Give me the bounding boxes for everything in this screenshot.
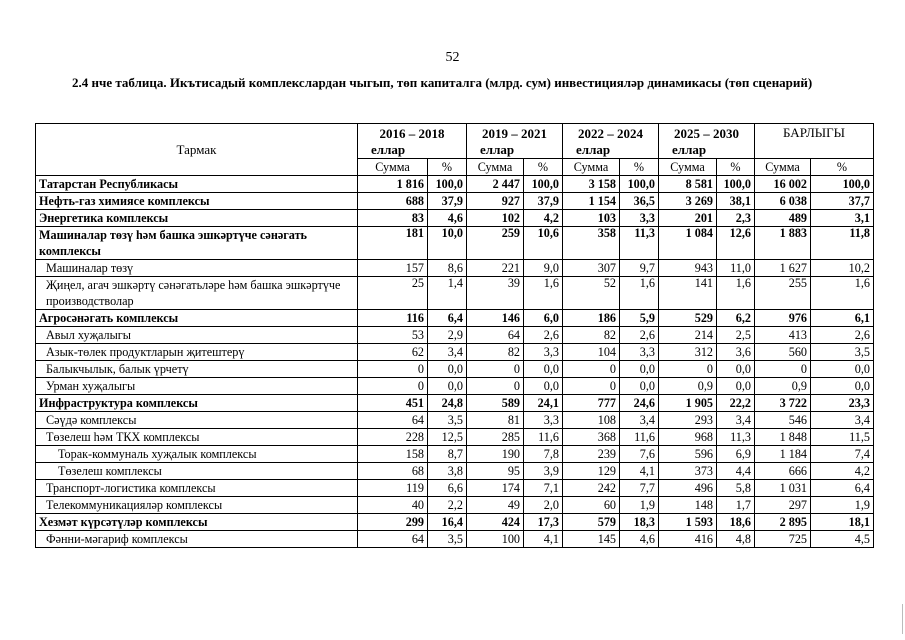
total-header: БАРЛЫГЫ: [755, 124, 874, 159]
percent-cell: 4,8: [717, 531, 755, 548]
table-row: [36, 361, 874, 378]
sum-cell: 725: [755, 531, 811, 548]
percent-cell: 24,8: [428, 395, 467, 412]
percent-cell: 10,2: [811, 260, 874, 277]
percent-cell: 2,6: [524, 327, 563, 344]
row-label: Машиналар төзү һәм башка эшкәртүче сәнәгать комплексы: [36, 227, 358, 260]
table-row: [36, 327, 874, 344]
table-row: [36, 310, 874, 327]
percent-cell: 6,6: [428, 480, 467, 497]
percent-cell: 2,3: [717, 210, 755, 227]
percent-cell: 100,0: [811, 176, 874, 193]
sum-cell: 299: [358, 514, 428, 531]
percent-cell: 100,0: [717, 176, 755, 193]
percent-cell: 12,5: [428, 429, 467, 446]
sum-cell: 1 154: [563, 193, 620, 210]
sum-cell: 181: [358, 227, 428, 260]
percent-cell: 36,5: [620, 193, 659, 210]
row-label: Агросәнәгать комплексы: [36, 310, 358, 327]
percent-cell: 11,0: [717, 260, 755, 277]
percent-cell: 1,7: [717, 497, 755, 514]
sum-cell: 145: [563, 531, 620, 548]
table-row: [36, 531, 874, 548]
percent-cell: 6,9: [717, 446, 755, 463]
sum-cell: 64: [358, 412, 428, 429]
sum-cell: 83: [358, 210, 428, 227]
percent-cell: 100,0: [524, 176, 563, 193]
percent-cell: 8,7: [428, 446, 467, 463]
percent-cell: 3,3: [620, 210, 659, 227]
sum-cell: 52: [563, 277, 620, 310]
percent-cell: 1,6: [717, 277, 755, 310]
sum-cell: 496: [659, 480, 717, 497]
percent-cell: 1,6: [524, 277, 563, 310]
sum-cell: 1 031: [755, 480, 811, 497]
row-label: Торак-коммуналь хуҗалык комплексы: [36, 446, 358, 463]
sum-cell: 214: [659, 327, 717, 344]
sum-cell: 560: [755, 344, 811, 361]
sum-cell: 62: [358, 344, 428, 361]
sum-cell: 228: [358, 429, 428, 446]
percent-cell: 4,5: [811, 531, 874, 548]
table-row: [36, 395, 874, 412]
percent-cell: 0,0: [428, 378, 467, 395]
row-label: Фәнни-мәгариф комплексы: [36, 531, 358, 548]
table-row: [36, 480, 874, 497]
sum-cell: 0,9: [755, 378, 811, 395]
sum-column-header: Сумма: [659, 159, 717, 176]
sum-cell: 368: [563, 429, 620, 446]
percent-cell: 0,0: [811, 378, 874, 395]
percent-cell: 0,0: [811, 361, 874, 378]
sum-cell: 293: [659, 412, 717, 429]
percent-cell: 2,5: [717, 327, 755, 344]
sum-cell: 589: [467, 395, 524, 412]
sum-cell: 102: [467, 210, 524, 227]
sum-cell: 0: [755, 361, 811, 378]
percent-cell: 2,6: [620, 327, 659, 344]
percent-cell: 3,5: [428, 412, 467, 429]
sum-cell: 148: [659, 497, 717, 514]
sum-cell: 103: [563, 210, 620, 227]
percent-column-header: %: [524, 159, 563, 176]
percent-cell: 11,8: [811, 227, 874, 260]
percent-cell: 0,0: [524, 378, 563, 395]
table-caption: 2.4 нче таблица. Икътисадый комплекслардан чыгып, төп капиталга (млрд. сум) инвестицияләр динамикасы (төп сценарий): [72, 75, 813, 90]
sum-cell: 82: [563, 327, 620, 344]
sum-cell: 1 084: [659, 227, 717, 260]
table-row: [36, 210, 874, 227]
sum-cell: 0: [358, 378, 428, 395]
sum-cell: 416: [659, 531, 717, 548]
sum-cell: 297: [755, 497, 811, 514]
sum-cell: 413: [755, 327, 811, 344]
sum-cell: 190: [467, 446, 524, 463]
sum-cell: 666: [755, 463, 811, 480]
percent-cell: 1,6: [620, 277, 659, 310]
sum-cell: 100: [467, 531, 524, 548]
percent-cell: 11,6: [620, 429, 659, 446]
percent-cell: 4,2: [524, 210, 563, 227]
sum-cell: 3 158: [563, 176, 620, 193]
percent-cell: 3,5: [428, 531, 467, 548]
sum-cell: 1 593: [659, 514, 717, 531]
percent-cell: 3,3: [524, 412, 563, 429]
row-label: Инфраструктура комплексы: [36, 395, 358, 412]
percent-cell: 37,9: [428, 193, 467, 210]
investment-table: [35, 123, 874, 548]
sum-cell: 64: [358, 531, 428, 548]
sum-cell: 255: [755, 277, 811, 310]
row-label: Җиңел, агач эшкәртү сәнәгатьләре һәм башка эшкәртүче производстволар: [36, 277, 358, 310]
sum-cell: 108: [563, 412, 620, 429]
percent-cell: 6,4: [428, 310, 467, 327]
sum-cell: 25: [358, 277, 428, 310]
sum-cell: 927: [467, 193, 524, 210]
percent-cell: 5,9: [620, 310, 659, 327]
percent-cell: 37,7: [811, 193, 874, 210]
table-row: [36, 193, 874, 210]
percent-cell: 1,9: [811, 497, 874, 514]
percent-cell: 11,6: [524, 429, 563, 446]
percent-cell: 7,8: [524, 446, 563, 463]
percent-cell: 4,6: [620, 531, 659, 548]
sum-cell: 312: [659, 344, 717, 361]
percent-cell: 0,0: [717, 361, 755, 378]
branch-header: Тармак: [36, 124, 358, 176]
period-header: 2022 – 2024 еллар: [563, 124, 659, 159]
table-row: [36, 260, 874, 277]
table-row: [36, 227, 874, 260]
sum-cell: 1 883: [755, 227, 811, 260]
row-label: Балыкчылык, балык үрчетү: [36, 361, 358, 378]
sum-cell: 81: [467, 412, 524, 429]
sum-cell: 68: [358, 463, 428, 480]
sum-cell: 82: [467, 344, 524, 361]
sum-cell: 0: [563, 361, 620, 378]
percent-cell: 3,4: [717, 412, 755, 429]
sum-column-header: Сумма: [755, 159, 811, 176]
sum-cell: 186: [563, 310, 620, 327]
scan-edge-mark: [902, 604, 903, 634]
percent-cell: 22,2: [717, 395, 755, 412]
sum-cell: 1 184: [755, 446, 811, 463]
sum-column-header: Сумма: [467, 159, 524, 176]
row-label: Татарстан Республикасы: [36, 176, 358, 193]
row-label: Сәүдә комплексы: [36, 412, 358, 429]
percent-cell: 0,0: [620, 378, 659, 395]
sum-cell: 777: [563, 395, 620, 412]
percent-cell: 3,1: [811, 210, 874, 227]
percent-cell: 11,5: [811, 429, 874, 446]
sum-cell: 1 848: [755, 429, 811, 446]
sum-cell: 201: [659, 210, 717, 227]
sum-cell: 489: [755, 210, 811, 227]
percent-cell: 4,6: [428, 210, 467, 227]
sum-cell: 1 627: [755, 260, 811, 277]
sum-column-header: Сумма: [563, 159, 620, 176]
sum-cell: 104: [563, 344, 620, 361]
sum-cell: 6 038: [755, 193, 811, 210]
row-label: Энергетика комплексы: [36, 210, 358, 227]
sum-cell: 0,9: [659, 378, 717, 395]
sum-cell: 158: [358, 446, 428, 463]
percent-cell: 1,9: [620, 497, 659, 514]
sum-cell: 64: [467, 327, 524, 344]
sum-cell: 53: [358, 327, 428, 344]
percent-cell: 3,4: [811, 412, 874, 429]
table-row: [36, 497, 874, 514]
row-label: Төзелеш һәм ТКХ комплексы: [36, 429, 358, 446]
sum-cell: 95: [467, 463, 524, 480]
sum-cell: 39: [467, 277, 524, 310]
sum-cell: 8 581: [659, 176, 717, 193]
page-number: 52: [445, 50, 460, 65]
percent-cell: 6,1: [811, 310, 874, 327]
percent-cell: 6,4: [811, 480, 874, 497]
percent-cell: 9,7: [620, 260, 659, 277]
row-label: Телекоммуникацияләр комплексы: [36, 497, 358, 514]
sum-cell: 239: [563, 446, 620, 463]
table-row: [36, 176, 874, 193]
table-row: [36, 277, 874, 310]
percent-cell: 18,3: [620, 514, 659, 531]
percent-cell: 9,0: [524, 260, 563, 277]
percent-cell: 0,0: [620, 361, 659, 378]
percent-column-header: %: [428, 159, 467, 176]
percent-column-header: %: [811, 159, 874, 176]
row-label: Төзелеш комплексы: [36, 463, 358, 480]
sum-cell: 49: [467, 497, 524, 514]
percent-cell: 3,9: [524, 463, 563, 480]
percent-cell: 10,6: [524, 227, 563, 260]
table-row: [36, 412, 874, 429]
sum-cell: 1 816: [358, 176, 428, 193]
row-label: Транспорт-логистика комплексы: [36, 480, 358, 497]
sum-cell: 0: [358, 361, 428, 378]
percent-cell: 18,1: [811, 514, 874, 531]
sum-cell: 1 905: [659, 395, 717, 412]
percent-cell: 2,0: [524, 497, 563, 514]
percent-cell: 4,2: [811, 463, 874, 480]
percent-cell: 18,6: [717, 514, 755, 531]
row-label: Урман хуҗалыгы: [36, 378, 358, 395]
percent-cell: 10,0: [428, 227, 467, 260]
sum-cell: 529: [659, 310, 717, 327]
percent-cell: 11,3: [717, 429, 755, 446]
sum-cell: 242: [563, 480, 620, 497]
percent-cell: 24,1: [524, 395, 563, 412]
percent-cell: 17,3: [524, 514, 563, 531]
percent-cell: 3,3: [524, 344, 563, 361]
percent-cell: 38,1: [717, 193, 755, 210]
percent-cell: 3,8: [428, 463, 467, 480]
sum-cell: 968: [659, 429, 717, 446]
row-label: Нефть-газ химиясе комплексы: [36, 193, 358, 210]
row-label: Машиналар төзү: [36, 260, 358, 277]
table-row: [36, 378, 874, 395]
percent-cell: 1,6: [811, 277, 874, 310]
percent-cell: 4,4: [717, 463, 755, 480]
period-header: 2019 – 2021 еллар: [467, 124, 563, 159]
sum-cell: 2 447: [467, 176, 524, 193]
percent-cell: 5,8: [717, 480, 755, 497]
sum-cell: 3 269: [659, 193, 717, 210]
period-header: 2025 – 2030 еллар: [659, 124, 755, 159]
percent-cell: 3,4: [428, 344, 467, 361]
sum-cell: 40: [358, 497, 428, 514]
sum-cell: 285: [467, 429, 524, 446]
sum-cell: 16 002: [755, 176, 811, 193]
percent-cell: 2,2: [428, 497, 467, 514]
percent-cell: 2,9: [428, 327, 467, 344]
sum-cell: 2 895: [755, 514, 811, 531]
percent-cell: 16,4: [428, 514, 467, 531]
sum-cell: 174: [467, 480, 524, 497]
percent-cell: 3,3: [620, 344, 659, 361]
percent-cell: 6,0: [524, 310, 563, 327]
table-row: [36, 429, 874, 446]
table-body: [36, 176, 874, 548]
percent-cell: 4,1: [620, 463, 659, 480]
row-label: Хезмәт күрсәтүләр комплексы: [36, 514, 358, 531]
percent-cell: 0,0: [428, 361, 467, 378]
row-label: Азык-төлек продуктларын җитештерү: [36, 344, 358, 361]
percent-cell: 7,1: [524, 480, 563, 497]
percent-cell: 8,6: [428, 260, 467, 277]
table-row: [36, 514, 874, 531]
percent-cell: 23,3: [811, 395, 874, 412]
sum-cell: 3 722: [755, 395, 811, 412]
sum-cell: 688: [358, 193, 428, 210]
sum-cell: 259: [467, 227, 524, 260]
sum-cell: 146: [467, 310, 524, 327]
percent-cell: 7,6: [620, 446, 659, 463]
percent-cell: 1,4: [428, 277, 467, 310]
sum-cell: 221: [467, 260, 524, 277]
percent-cell: 24,6: [620, 395, 659, 412]
row-label: Авыл хуҗалыгы: [36, 327, 358, 344]
percent-cell: 2,6: [811, 327, 874, 344]
percent-cell: 100,0: [428, 176, 467, 193]
table-row: [36, 344, 874, 361]
sum-column-header: Сумма: [358, 159, 428, 176]
sum-cell: 116: [358, 310, 428, 327]
percent-cell: 0,0: [524, 361, 563, 378]
sum-cell: 943: [659, 260, 717, 277]
sum-cell: 424: [467, 514, 524, 531]
percent-cell: 3,6: [717, 344, 755, 361]
percent-cell: 37,9: [524, 193, 563, 210]
sum-cell: 60: [563, 497, 620, 514]
table-row: [36, 446, 874, 463]
sum-cell: 129: [563, 463, 620, 480]
percent-column-header: %: [717, 159, 755, 176]
sum-cell: 157: [358, 260, 428, 277]
sum-cell: 546: [755, 412, 811, 429]
percent-cell: 3,5: [811, 344, 874, 361]
sum-cell: 0: [467, 361, 524, 378]
percent-cell: 7,7: [620, 480, 659, 497]
sum-cell: 579: [563, 514, 620, 531]
sum-cell: 0: [563, 378, 620, 395]
sum-cell: 307: [563, 260, 620, 277]
percent-cell: 3,4: [620, 412, 659, 429]
percent-cell: 12,6: [717, 227, 755, 260]
percent-column-header: %: [620, 159, 659, 176]
sum-cell: 0: [659, 361, 717, 378]
percent-cell: 6,2: [717, 310, 755, 327]
sum-cell: 596: [659, 446, 717, 463]
sum-cell: 119: [358, 480, 428, 497]
percent-cell: 4,1: [524, 531, 563, 548]
sum-cell: 141: [659, 277, 717, 310]
sum-cell: 976: [755, 310, 811, 327]
sum-cell: 451: [358, 395, 428, 412]
period-header: 2016 – 2018 еллар: [358, 124, 467, 159]
percent-cell: 0,0: [717, 378, 755, 395]
percent-cell: 100,0: [620, 176, 659, 193]
table-row: [36, 463, 874, 480]
percent-cell: 11,3: [620, 227, 659, 260]
sum-cell: 0: [467, 378, 524, 395]
sum-cell: 358: [563, 227, 620, 260]
sum-cell: 373: [659, 463, 717, 480]
percent-cell: 7,4: [811, 446, 874, 463]
